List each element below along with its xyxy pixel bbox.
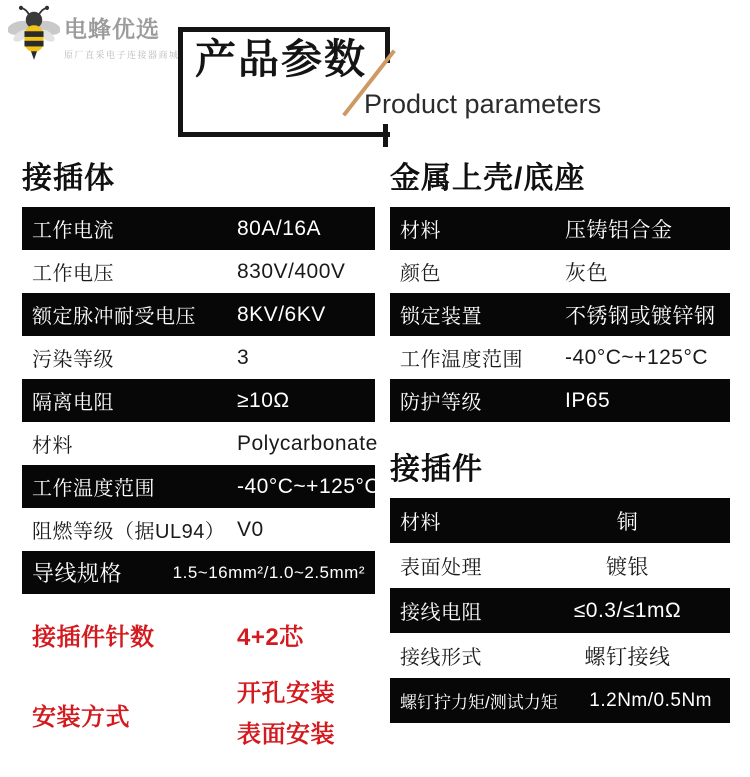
row-value: 80A/16A bbox=[237, 216, 322, 240]
row-label: 安装方式 bbox=[32, 703, 130, 731]
row-value: 铜 bbox=[616, 510, 639, 534]
row-label: 工作温度范围 bbox=[400, 349, 523, 371]
column-right bbox=[390, 162, 730, 723]
brand-text bbox=[64, 2, 180, 61]
row-label: 接插件针数 bbox=[32, 623, 155, 651]
row-value: 1.5~16mm²/1.0~2.5mm² bbox=[172, 562, 365, 582]
table-row bbox=[390, 588, 730, 633]
table-row bbox=[390, 678, 730, 723]
table-row bbox=[22, 551, 375, 594]
row-label: 表面处理 bbox=[400, 557, 482, 579]
spec-table-connector-body bbox=[22, 207, 381, 760]
row-value: ≥10Ω bbox=[237, 388, 290, 412]
table-row bbox=[390, 207, 730, 250]
spec-table-metal-shell bbox=[390, 207, 730, 422]
section-contacts bbox=[390, 453, 730, 723]
row-label: 接线形式 bbox=[400, 647, 482, 669]
row-value: Polycarbonate bbox=[237, 431, 378, 455]
row-label: 工作温度范围 bbox=[32, 478, 155, 500]
spec-table-contacts bbox=[390, 498, 730, 723]
row-label: 材料 bbox=[400, 220, 441, 242]
row-label: 额定脉冲耐受电压 bbox=[32, 306, 196, 328]
row-value: -40°C~+125°C bbox=[565, 345, 709, 369]
row-value: 压铸铝合金 bbox=[565, 218, 673, 242]
page-title: 产品参数 bbox=[195, 36, 367, 82]
row-label: 工作电压 bbox=[32, 263, 114, 285]
row-label: 防护等级 bbox=[400, 392, 482, 414]
section-metal-shell bbox=[390, 162, 730, 422]
column-left bbox=[22, 162, 381, 760]
table-row bbox=[22, 668, 375, 760]
section-connector-body bbox=[22, 162, 381, 760]
row-label: 工作电流 bbox=[32, 220, 114, 242]
table-row bbox=[390, 633, 730, 678]
bee-icon bbox=[8, 2, 60, 64]
row-value: ≤0.3/≤1mΩ bbox=[573, 598, 682, 622]
row-value: -40°C~+125°C bbox=[237, 474, 381, 498]
row-value: 3 bbox=[237, 345, 250, 369]
row-value-line: 开孔安装 bbox=[237, 680, 335, 707]
table-row bbox=[22, 422, 378, 465]
section-title: 接插件 bbox=[390, 453, 483, 486]
row-value: V0 bbox=[237, 517, 264, 541]
section-title: 金属上壳/底座 bbox=[390, 162, 586, 195]
table-row bbox=[22, 508, 375, 551]
row-value: 灰色 bbox=[565, 261, 608, 285]
row-value: 830V/400V bbox=[237, 259, 346, 283]
row-value: 1.2Nm/0.5Nm bbox=[589, 689, 712, 711]
table-row bbox=[22, 336, 375, 379]
row-value: 螺钉接线 bbox=[584, 645, 671, 669]
row-label: 隔离电阻 bbox=[32, 392, 114, 414]
table-row bbox=[22, 207, 375, 250]
row-label: 接线电阻 bbox=[400, 602, 482, 624]
section-title: 接插体 bbox=[22, 162, 115, 195]
page-subtitle: Product parameters bbox=[356, 87, 607, 124]
table-row bbox=[22, 379, 375, 422]
table-row bbox=[390, 293, 730, 336]
row-value: 镀银 bbox=[606, 555, 649, 579]
row-value: IP65 bbox=[565, 388, 611, 412]
table-row bbox=[390, 336, 730, 379]
brand-logo bbox=[8, 2, 180, 64]
row-label: 锁定装置 bbox=[400, 306, 482, 328]
brand-tagline: 原厂直采电子连接器商城 bbox=[64, 50, 180, 60]
table-row bbox=[390, 250, 730, 293]
row-value bbox=[237, 673, 365, 755]
row-label: 阻燃等级（据UL94） bbox=[32, 521, 226, 543]
row-label: 材料 bbox=[32, 435, 73, 457]
table-row bbox=[390, 498, 730, 543]
row-label: 污染等级 bbox=[32, 349, 114, 371]
row-value-line: 表面安装 bbox=[237, 721, 335, 748]
row-label: 颜色 bbox=[400, 263, 441, 285]
brand-name: 电蜂优选 bbox=[64, 16, 160, 42]
row-value: 4+2芯 bbox=[237, 623, 304, 651]
table-row bbox=[390, 379, 730, 422]
table-row bbox=[22, 250, 375, 293]
table-row bbox=[22, 293, 375, 336]
row-label: 螺钉拧力矩/测试力矩 bbox=[400, 693, 558, 712]
row-value: 不锈钢或镀锌钢 bbox=[565, 304, 716, 328]
row-label: 材料 bbox=[400, 512, 441, 534]
table-row bbox=[390, 543, 730, 588]
row-label: 导线规格 bbox=[32, 561, 123, 586]
table-row bbox=[22, 465, 381, 508]
row-value: 8KV/6KV bbox=[237, 302, 326, 326]
table-row bbox=[22, 608, 375, 660]
